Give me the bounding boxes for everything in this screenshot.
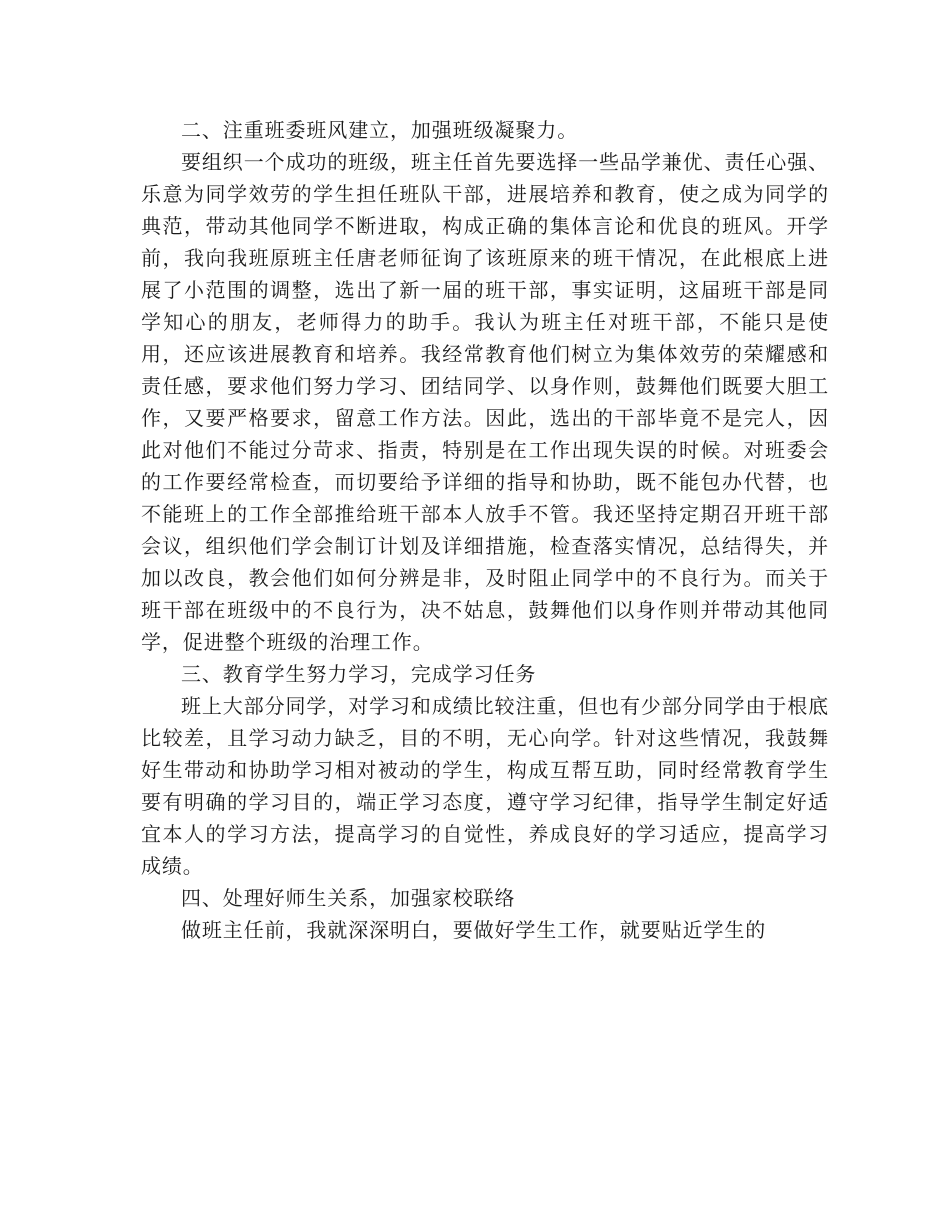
section-heading-3: 三、教育学生努力学习，完成学习任务 <box>181 662 537 686</box>
paragraph-class-committee: 要组织一个成功的班级，班主任首先要选择一些品学兼优、责任心强、乐意为同学效劳的学生担任班队干部，进展培养和教育，使之成为同学的典范，带动其他同学不断进取，构成正确的集体言论和优良的班风。开学前，我向我班原班主任唐老师征询了该班原来的班干情况，在此根底上进展了小范围的调整，选出了新一届的班干部，事实证明，这届班干部是同学知心的朋友，老师得力的助手。我认为班主任对班干部，不能只是使用，还应该进展教育和培养。我经常教育他们树立为集体效劳的荣耀感和责任感，要求他们努力学习、团结同学、以身作则，鼓舞他们既要大胆工作，又要严格要求，留意工作方法。因此，选出的干部毕竟不是完人，因此对他们不能过分苛求、指责，特别是在工作出现失误的时候。对班委会的工作要经常检查，而切要给予详细的指导和协助，既不能包办代替，也不能班上的工作全部推给班干部本人放手不管。我还坚持定期召开班干部会议，组织他们学会制订计划及详细措施，检查落实情况，总结得失，并加以改良，教会他们如何分辨是非，及时阻止同学中的不良行为。而关于班干部在班级中的不良行为，决不姑息，鼓舞他们以身作则并带动其他同学，促进整个班级的治理工作。 <box>141 150 829 654</box>
paragraph-study: 班上大部分同学，对学习和成绩比较注重，但也有少部分同学由于根底比较差，且学习动力缺乏，目的不明，无心向学。针对这些情况，我鼓舞好生带动和协助学习相对被动的学生，构成互帮互助，同时经常教育学生要有明确的学习目的，端正学习态度，遵守学习纪律，指导学生制定好适宜本人的学习方法，提高学习的自觉性，养成良好的学习适应，提高学习成绩。 <box>141 694 829 878</box>
paragraph-teacher-student: 做班主任前，我就深深明白，要做好学生工作，就要贴近学生的 <box>181 918 767 942</box>
section-heading-4: 四、处理好师生关系，加强家校联络 <box>181 886 516 910</box>
section-heading-2: 二、注重班委班风建立，加强班级凝聚力。 <box>181 118 579 142</box>
document-body <box>141 114 829 946</box>
